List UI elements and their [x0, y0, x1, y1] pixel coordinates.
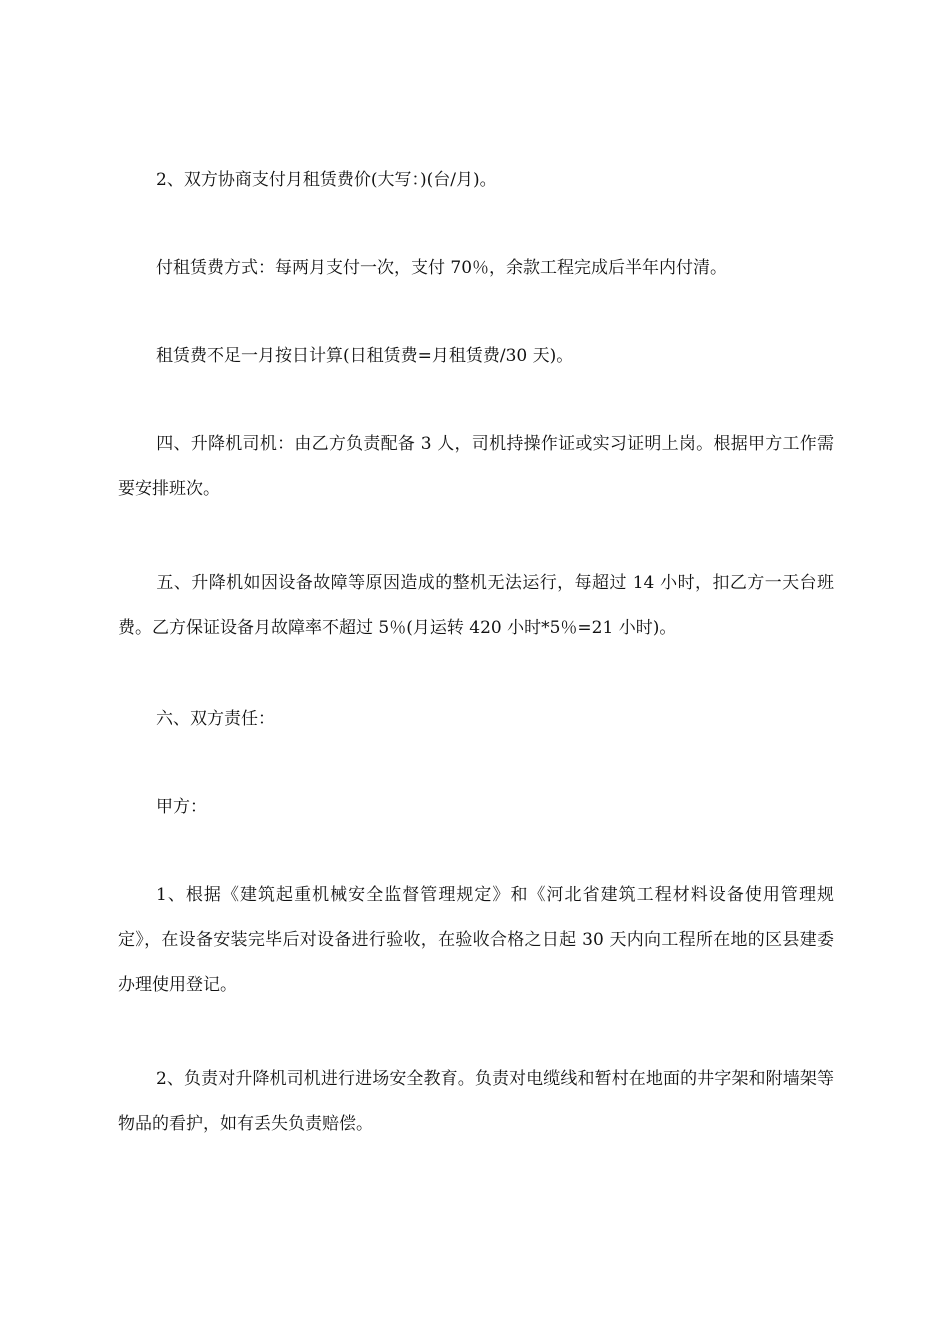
- paragraph-party-a-heading: [118, 785, 834, 830]
- paragraph-fault: [118, 561, 834, 651]
- paragraph-party-a-item-2: [118, 1057, 834, 1147]
- paragraph-daily-calculation: [118, 334, 834, 379]
- paragraph-party-a-item-1: [118, 873, 834, 1008]
- paragraph-text: 付租赁费方式：每两月支付一次，支付 70％，余款工程完成后半年内付清。: [156, 258, 728, 278]
- paragraph-text: 1、根据《建筑起重机械安全监督管理规定》和《河北省建筑工程材料设备使用管理规定》，在设备安装完毕后对设备进行验收，在验收合格之日起 30 天内向工程所在地的区县建委办理使用登记。: [118, 885, 834, 995]
- paragraph-text: 甲方：: [156, 797, 207, 817]
- paragraph-rent-price: [118, 158, 834, 203]
- paragraph-text: 2、双方协商支付月租赁费价(大写：)(台/月)。: [156, 170, 497, 190]
- paragraph-text: 2、负责对升降机司机进行进场安全教育。负责对电缆线和暂村在地面的井字架和附墙架等物品的看护，如有丢失负责赔偿。: [118, 1069, 834, 1134]
- paragraph-operator: [118, 422, 834, 512]
- paragraph-text: 五、升降机如因设备故障等原因造成的整机无法运行，每超过 14 小时，扣乙方一天台班费。乙方保证设备月故障率不超过 5％(月运转 420 小时*5％=21 小时)。: [118, 573, 834, 638]
- paragraph-text: 六、双方责任：: [156, 709, 275, 729]
- paragraph-text: 四、升降机司机：由乙方负责配备 3 人，司机持操作证或实习证明上岗。根据甲方工作需要安排班次。: [118, 434, 834, 499]
- paragraph-payment-method: [118, 246, 834, 291]
- paragraph-responsibilities-heading: [118, 697, 834, 742]
- paragraph-text: 租赁费不足一月按日计算(日租赁费=月租赁费/30 天)。: [156, 346, 574, 366]
